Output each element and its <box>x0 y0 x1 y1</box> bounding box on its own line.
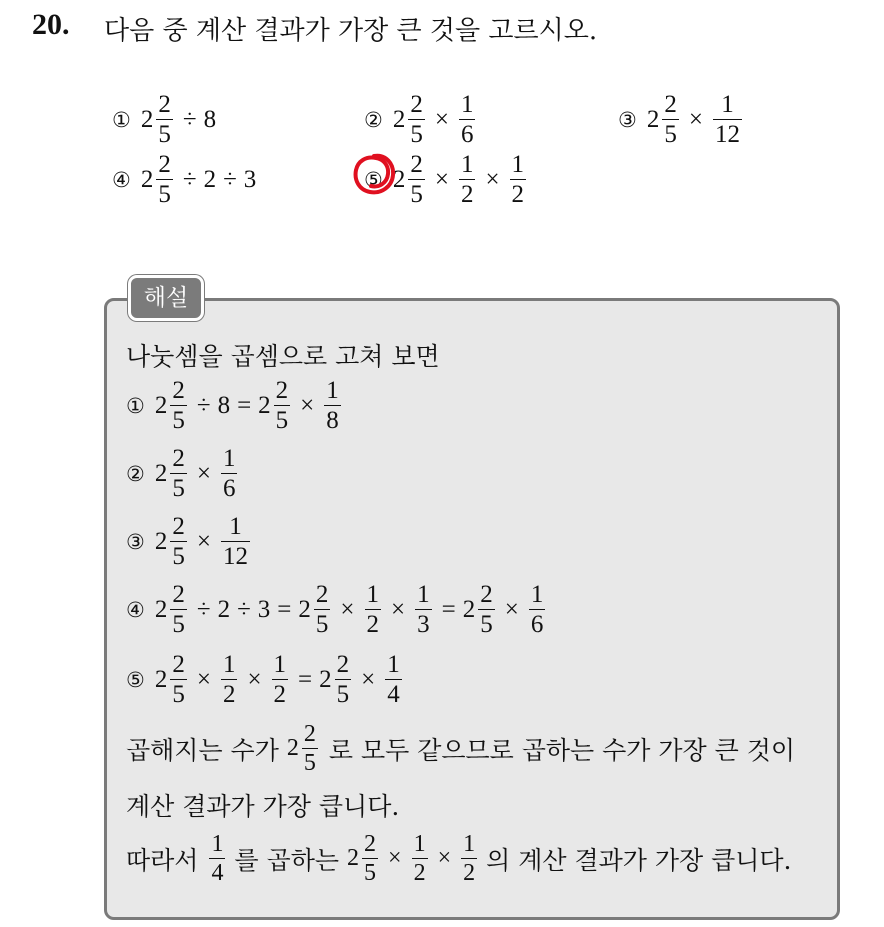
denominator: 5 <box>480 611 493 638</box>
choice-4[interactable] <box>112 152 256 207</box>
denominator: 2 <box>222 681 236 708</box>
denominator: 2 <box>366 611 380 638</box>
denominator: 5 <box>172 407 185 434</box>
choice-number-mark: ③ <box>618 107 637 132</box>
numerator: 2 <box>410 91 423 118</box>
operator: × <box>247 665 262 693</box>
line1-pre: 곱해지는 수가 <box>126 735 279 765</box>
choice-number-mark: ④ <box>112 167 131 192</box>
choice-2[interactable] <box>364 92 478 147</box>
whole-number: 2 <box>392 105 406 133</box>
numerator: 2 <box>315 581 329 608</box>
numerator: 2 <box>158 151 171 178</box>
fraction <box>710 92 745 147</box>
whole-number: 2 <box>154 665 168 693</box>
fraction-stack <box>529 582 546 637</box>
fraction-stack <box>209 832 225 885</box>
fraction <box>458 832 480 885</box>
numerator: 2 <box>172 377 185 404</box>
operator: × <box>196 527 211 555</box>
numerator: 1 <box>417 581 430 608</box>
answer-circle-mark <box>350 150 398 198</box>
fraction <box>218 446 241 501</box>
whole-number: 2 <box>154 527 168 555</box>
fraction <box>155 582 190 637</box>
denominator: 6 <box>222 475 236 502</box>
fraction <box>258 378 293 433</box>
fraction-stack <box>459 92 476 147</box>
fraction <box>647 92 682 147</box>
fraction <box>526 582 549 637</box>
fraction <box>155 514 190 569</box>
fraction <box>393 92 428 147</box>
number: 2 <box>203 165 217 193</box>
fraction-stack <box>170 514 187 569</box>
operator: × <box>434 105 449 133</box>
denominator: 3 <box>417 611 430 638</box>
fraction-stack <box>221 652 238 707</box>
denominator: 2 <box>413 860 426 886</box>
operator: × <box>485 165 500 193</box>
numerator: 1 <box>460 151 474 178</box>
whole-number: 2 <box>258 391 271 419</box>
denominator: 5 <box>172 611 185 638</box>
numerator: 1 <box>211 831 224 857</box>
numerator: 1 <box>229 513 242 540</box>
fraction-stack <box>415 582 432 637</box>
numerator: 1 <box>273 651 287 678</box>
operator: × <box>437 845 452 871</box>
solution-step-4 <box>126 582 548 637</box>
fraction-stack <box>478 582 495 637</box>
fraction-stack <box>221 514 250 569</box>
fraction-stack <box>170 582 187 637</box>
fraction <box>412 582 435 637</box>
operator: ÷ <box>237 595 251 623</box>
fraction <box>269 652 292 707</box>
operator: × <box>196 459 211 487</box>
denominator: 5 <box>410 181 423 208</box>
line3-pre: 따라서 <box>126 845 199 875</box>
fraction <box>456 152 479 207</box>
whole-number: 2 <box>154 459 168 487</box>
fraction <box>321 378 344 433</box>
choice-number-mark: ① <box>112 107 131 132</box>
fraction <box>141 152 176 207</box>
numerator: 2 <box>336 651 350 678</box>
fraction-stack <box>335 652 352 707</box>
numerator: 2 <box>172 581 185 608</box>
operator: ÷ <box>223 165 237 193</box>
fraction <box>287 722 321 775</box>
number: 3 <box>257 595 271 623</box>
numerator: 1 <box>413 831 426 857</box>
numerator: 1 <box>460 91 474 118</box>
solution-line-3 <box>126 832 792 885</box>
fraction-stack <box>510 152 527 207</box>
choice-number-mark: ④ <box>126 597 145 622</box>
whole-number: 2 <box>140 105 154 133</box>
numerator: 1 <box>387 651 400 678</box>
numerator: 2 <box>410 151 423 178</box>
fraction <box>155 652 190 707</box>
fraction-stack <box>170 446 187 501</box>
fraction-stack <box>459 152 476 207</box>
numerator: 2 <box>172 445 185 472</box>
fraction-stack <box>274 378 291 433</box>
numerator: 1 <box>222 651 236 678</box>
number: 8 <box>203 105 217 133</box>
line3-expression <box>347 832 480 885</box>
operator: = <box>277 595 292 623</box>
fraction <box>456 92 479 147</box>
fraction <box>347 832 381 885</box>
fraction <box>409 832 431 885</box>
denominator: 2 <box>511 181 525 208</box>
fraction <box>463 582 498 637</box>
solution-line-2: 계산 결과가 가장 큽니다. <box>126 792 400 821</box>
fraction <box>393 152 428 207</box>
numerator: 1 <box>511 151 525 178</box>
numerator: 2 <box>364 831 377 857</box>
denominator: 6 <box>530 611 544 638</box>
denominator: 2 <box>460 181 474 208</box>
denominator: 5 <box>172 681 185 708</box>
fraction <box>298 582 333 637</box>
denominator: 5 <box>158 121 171 148</box>
solution-step-3 <box>126 514 253 569</box>
fraction-stack <box>662 92 679 147</box>
choice-number-mark: ② <box>364 107 383 132</box>
question-text: 다음 중 계산 결과가 가장 큰 것을 고르시오. <box>104 16 598 46</box>
numerator: 1 <box>530 581 544 608</box>
whole-number: 2 <box>286 735 299 761</box>
solution-step-5 <box>126 652 405 707</box>
denominator: 5 <box>364 860 377 886</box>
operator: × <box>340 595 355 623</box>
fraction <box>319 652 354 707</box>
fraction-stack <box>221 446 238 501</box>
numerator: 1 <box>222 445 236 472</box>
denominator: 2 <box>273 681 287 708</box>
solution-step-1 <box>126 378 344 433</box>
line3-fraction <box>206 832 228 885</box>
fraction <box>382 652 405 707</box>
operator: ÷ <box>196 595 211 623</box>
fraction-stack <box>170 652 187 707</box>
operator: = <box>441 595 456 623</box>
fraction-stack <box>272 652 289 707</box>
number: 3 <box>243 165 257 193</box>
denominator: 12 <box>714 121 740 148</box>
denominator: 5 <box>158 181 171 208</box>
choice-number-mark: ③ <box>126 529 145 554</box>
fraction-stack <box>170 378 187 433</box>
fraction-stack <box>324 378 341 433</box>
number: 8 <box>217 391 231 419</box>
whole-number: 2 <box>319 665 332 693</box>
operator: × <box>504 595 519 623</box>
denominator: 4 <box>211 860 224 886</box>
numerator: 2 <box>172 513 185 540</box>
fraction-stack <box>362 832 378 885</box>
number: 2 <box>217 595 231 623</box>
denominator: 5 <box>336 681 350 708</box>
solution-badge: 해설 <box>128 275 204 321</box>
choice-number-mark: ② <box>126 461 145 486</box>
whole-number: 2 <box>347 845 360 871</box>
whole-number: 2 <box>392 165 406 193</box>
operator: ÷ <box>196 391 211 419</box>
operator: × <box>388 845 402 871</box>
denominator: 12 <box>222 543 248 570</box>
numerator: 2 <box>303 721 316 747</box>
numerator: 1 <box>463 831 476 857</box>
operator: × <box>300 391 315 419</box>
denominator: 8 <box>326 407 339 434</box>
fraction <box>218 514 253 569</box>
fraction <box>206 832 228 885</box>
choice-number-mark: ① <box>126 393 145 418</box>
fraction-stack <box>156 92 173 147</box>
whole-number: 2 <box>462 595 476 623</box>
fraction <box>141 92 176 147</box>
solution-line-1 <box>126 722 795 775</box>
operator: × <box>391 595 406 623</box>
choice-3[interactable] <box>618 92 745 147</box>
line3-post: 의 계산 결과가 가장 큽니다. <box>486 845 792 875</box>
numerator: 2 <box>158 91 171 118</box>
operator: = <box>298 665 313 693</box>
fraction <box>155 446 190 501</box>
fraction <box>507 152 530 207</box>
denominator: 4 <box>387 681 400 708</box>
numerator: 2 <box>480 581 493 608</box>
fraction-stack <box>314 582 331 637</box>
choice-number-mark: ⑤ <box>364 167 383 192</box>
whole-number: 2 <box>298 595 311 623</box>
question-number: 20. <box>32 8 70 41</box>
fraction <box>155 378 190 433</box>
choice-number-mark: ⑤ <box>126 667 145 692</box>
fraction-stack <box>385 652 402 707</box>
numerator: 2 <box>172 651 185 678</box>
denominator: 5 <box>172 543 185 570</box>
operator: × <box>361 665 376 693</box>
fraction-stack <box>408 92 425 147</box>
fraction-stack <box>412 832 428 885</box>
numerator: 2 <box>664 91 677 118</box>
operator: ÷ <box>182 165 197 193</box>
denominator: 5 <box>315 611 329 638</box>
operator: ÷ <box>182 105 197 133</box>
fraction <box>362 582 385 637</box>
line3-mid: 를 곱하는 <box>234 845 340 875</box>
whole-number: 2 <box>140 165 154 193</box>
whole-number: 2 <box>154 595 168 623</box>
denominator: 2 <box>463 860 476 886</box>
numerator: 1 <box>366 581 380 608</box>
operator: × <box>688 105 703 133</box>
denominator: 5 <box>303 750 316 776</box>
numerator: 2 <box>275 377 289 404</box>
numerator: 1 <box>326 377 339 404</box>
denominator: 5 <box>275 407 289 434</box>
denominator: 5 <box>664 121 677 148</box>
numerator: 1 <box>721 91 734 118</box>
fraction <box>218 652 241 707</box>
fraction-stack <box>408 152 425 207</box>
line1-fraction <box>287 722 321 775</box>
fraction-stack <box>156 152 173 207</box>
solution-step-2 <box>126 446 240 501</box>
operator: × <box>434 165 449 193</box>
whole-number: 2 <box>154 391 168 419</box>
fraction-stack <box>365 582 382 637</box>
operator: = <box>237 391 252 419</box>
fraction-stack <box>302 722 318 775</box>
denominator: 5 <box>172 475 185 502</box>
operator: × <box>196 665 211 693</box>
choice-1[interactable] <box>112 92 216 147</box>
denominator: 5 <box>410 121 423 148</box>
fraction-stack <box>713 92 742 147</box>
fraction-stack <box>461 832 477 885</box>
whole-number: 2 <box>646 105 660 133</box>
denominator: 6 <box>460 121 474 148</box>
line1-post: 로 모두 같으므로 곱하는 수가 가장 큰 것이 <box>328 735 796 765</box>
solution-intro: 나눗셈을 곱셈으로 고쳐 보면 <box>126 342 440 371</box>
